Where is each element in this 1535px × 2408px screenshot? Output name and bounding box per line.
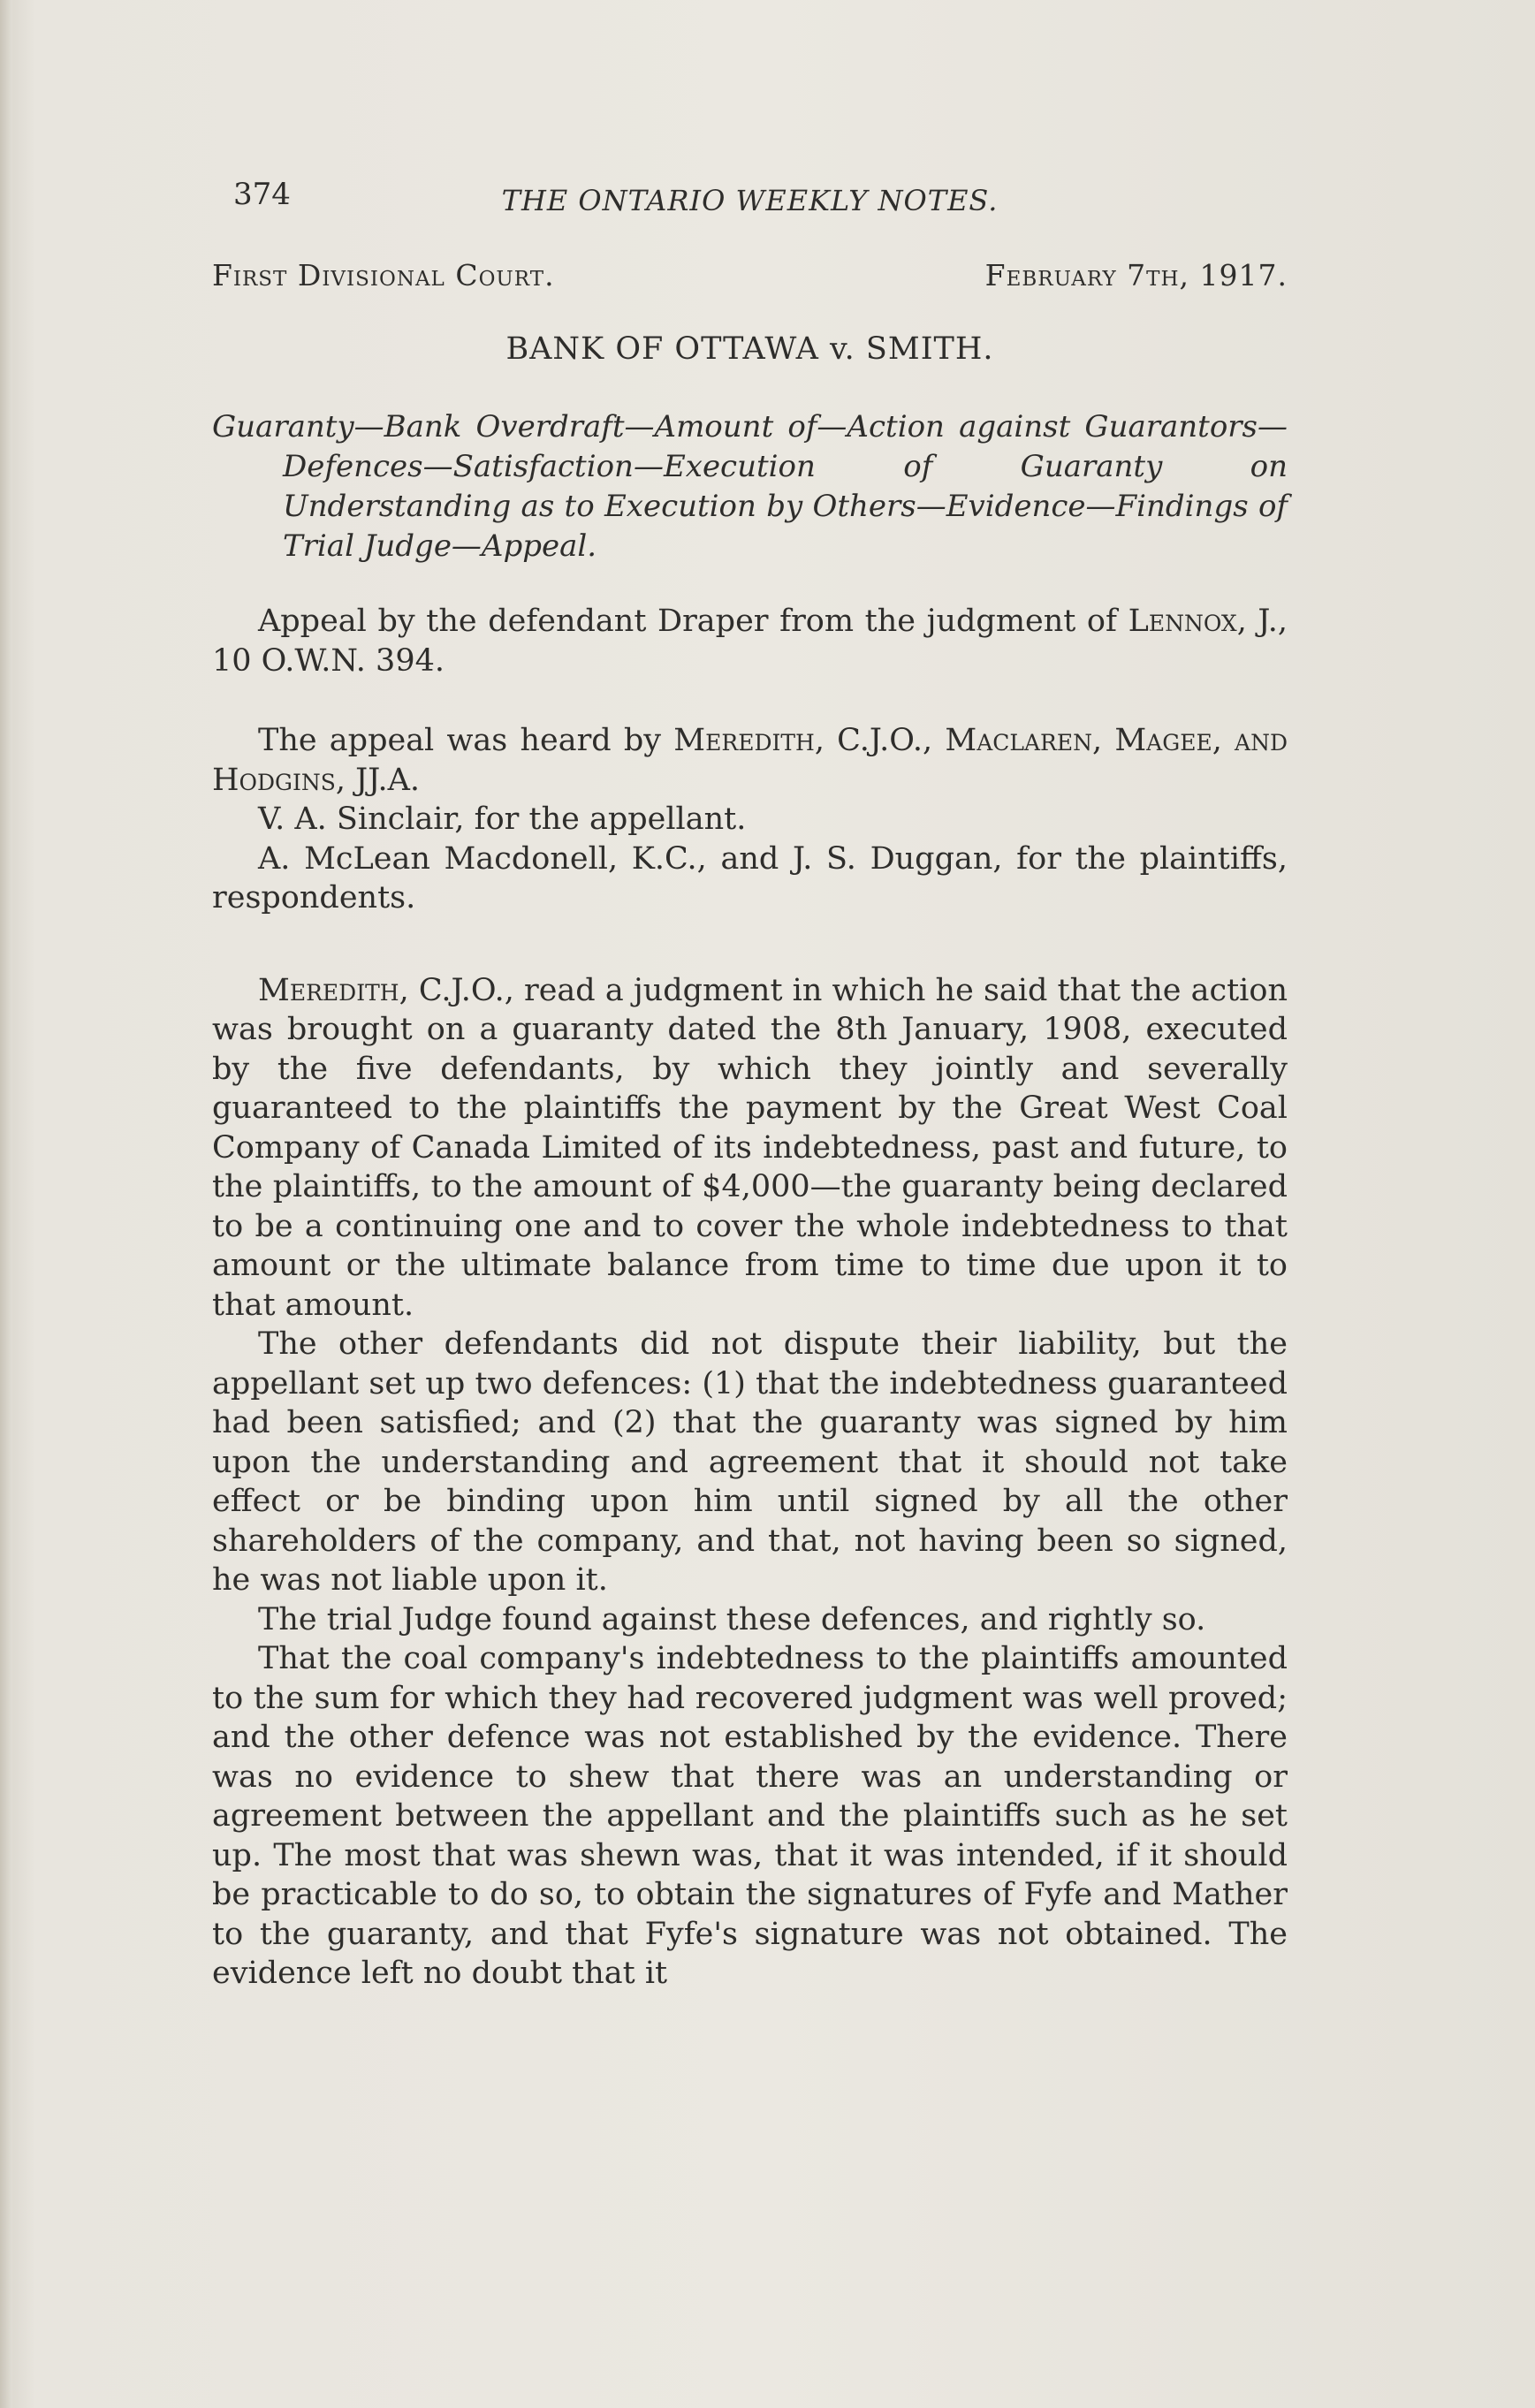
appeal-citation: , J., 10 O.W.N. 394. <box>212 604 1288 679</box>
judgment-opening-paragraph <box>212 971 1288 1326</box>
page-binding-edge <box>0 0 12 2408</box>
headnote: Guaranty—Bank Overdraft—Amount of—Action against Guarantors—Defences—Satisfaction—Execution of Guaranty on Understanding as to Execution by Others—Evidence—Findings of Trial Judge—Appeal. <box>212 409 1288 564</box>
counsel-respondents: A. McLean Macdonell, K.C., and J. S. Duggan, for the plaintiffs, respondents. <box>212 840 1288 915</box>
decision-date: February 7th, 1917. <box>984 258 1288 292</box>
judgment-paragraph: That the coal company's indebtedness to the plaintiffs amounted to the sum for which they had recovered judgment was well proved; and the other defence was not established by the evidence. There was no evidence to shew that there was an understanding or agreement between the appellant and the plaintiffs such as he set up. The most that was shewn was, that it was intended, if it should be practicable to do so, to obtain the signatures of Fyfe and Mather to the guaranty, and that Fyfe's signature was not obtained. The evidence left no doubt that it <box>212 1641 1288 1991</box>
hearing-paragraph <box>212 721 1288 800</box>
journal-title: THE ONTARIO WEEKLY NOTES. <box>501 184 999 217</box>
court-name: First Divisional Court. <box>212 258 555 292</box>
page-number: 374 <box>233 177 291 212</box>
judgment-opening-text: , C.J.O., read a judgment in which he said that the action was brought on a guaranty dated the 8th January, 1908, executed by the five defendants, by which they jointly and severally guaranteed to the plaintiffs the payment by the Great West Coal Company of Canada Limited of its indebtedness, past and future, to the plaintiffs, to the amount of $4,000—the guaranty being declared to be a continuing one and to cover the whole indebtedness to that amount or the ultimate balance from time to time due upon it to that amount. <box>212 972 1288 1323</box>
judgment-judge-name: Meredith <box>258 972 399 1008</box>
appeal-paragraph <box>212 602 1288 680</box>
case-title: BANK OF OTTAWA v. SMITH. <box>505 331 994 367</box>
judgment-paragraph: The other defendants did not dispute their liability, but the appellant set up two defences: (1) that the indebtedness guaranteed had been satisfied; and (2) that the guaranty was signed by him upon the understanding and agreement that it should not take effect or be binding upon him until signed by all the other shareholders of the company, and that, not having been so signed, he was not liable upon it. <box>212 1326 1288 1598</box>
judgment-paragraph: The trial Judge found against these defences, and rightly so. <box>258 1601 1206 1637</box>
appeal-text: Appeal by the defendant Draper from the judgment of <box>258 604 1128 639</box>
appeal-judge-name: Lennox <box>1128 604 1237 639</box>
court-line <box>212 258 1288 292</box>
hearing-judges: Meredith, C.J.O., Maclaren, Magee, and Hodgins <box>212 723 1288 798</box>
counsel-appellant: V. A. Sinclair, for the appellant. <box>258 801 747 837</box>
hearing-suffix: , JJ.A. <box>335 762 421 798</box>
running-head <box>212 177 1288 230</box>
hearing-text: The appeal was heard by <box>258 723 674 758</box>
